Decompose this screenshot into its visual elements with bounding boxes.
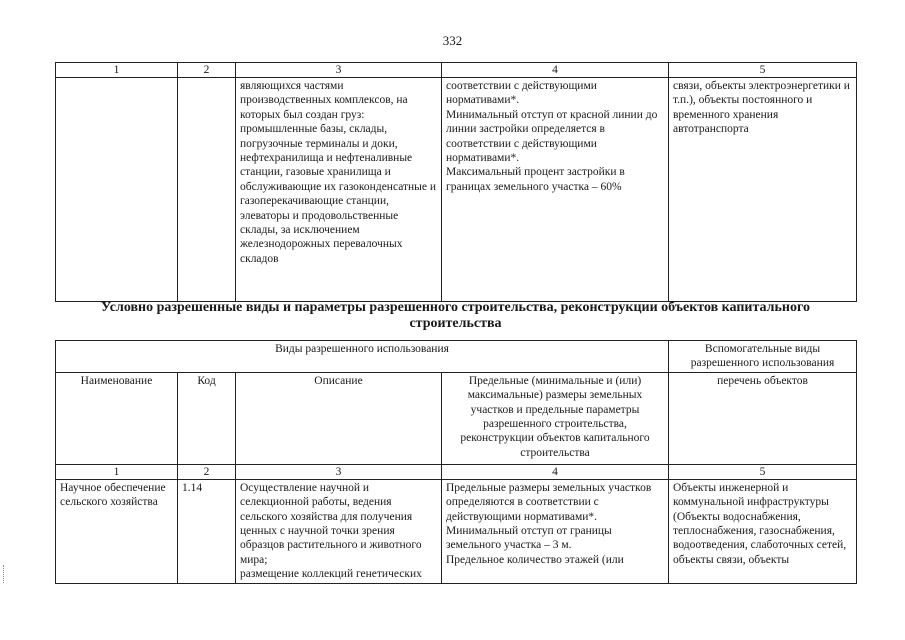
header-columns-row <box>56 372 857 464</box>
cell-code: 1.14 <box>178 479 236 583</box>
page-number: 332 <box>442 33 463 48</box>
header-permitted-uses: Виды разрешенного использования <box>56 341 669 373</box>
column-number: 1 <box>56 63 178 78</box>
header-parameters: Предельные (минимальные и (или) максимальные) размеры земельных участков и предельные параметры разрешенного строительства, реконструкции объектов капитального строительства <box>442 372 669 464</box>
cell-name: Научное обеспечение сельского хозяйства <box>56 479 178 583</box>
cell-code <box>178 78 236 302</box>
header-group-row <box>56 341 857 373</box>
continued-table <box>55 62 857 302</box>
column-number: 5 <box>669 464 857 479</box>
column-number: 4 <box>442 464 669 479</box>
section-title: Условно разрешенные виды и параметры разрешенного строительства, реконструкции объектов капитального строительства <box>101 300 810 331</box>
column-number: 3 <box>236 464 442 479</box>
conditional-uses-table <box>55 340 857 584</box>
column-number: 4 <box>442 63 669 78</box>
header-description: Описание <box>236 372 442 464</box>
header-auxiliary-uses: Вспомогательные виды разрешенного использования <box>669 341 857 373</box>
column-number: 3 <box>236 63 442 78</box>
table-row <box>56 479 857 583</box>
cell-name <box>56 78 178 302</box>
column-number: 2 <box>178 63 236 78</box>
header-name: Наименование <box>56 372 178 464</box>
column-number-row <box>56 464 857 479</box>
cell-description: Осуществление научной и селекционной работы, ведения сельского хозяйства для получения ценных с научной точки зрения образцов растительного и животного мира; размещение коллекций генетических <box>236 479 442 583</box>
column-number: 2 <box>178 464 236 479</box>
header-auxiliary: перечень объектов <box>669 372 857 464</box>
cell-parameters: Предельные размеры земельных участков определяются в соответствии с действующими нормативами*. Минимальный отступ от границы земельного участка – 3 м. Предельное количество этажей (или <box>442 479 669 583</box>
cell-auxiliary: связи, объекты электроэнергетики и т.п.), объекты постоянного и временного хранения автотранспорта <box>669 78 857 302</box>
column-number: 5 <box>669 63 857 78</box>
header-code: Код <box>178 372 236 464</box>
cell-auxiliary: Объекты инженерной и коммунальной инфраструктуры (Объекты водоснабжения, теплоснабжения, газоснабжения, водоотведения, слаботочных сетей, объекты связи, объекты <box>669 479 857 583</box>
column-number-row <box>56 63 857 78</box>
scan-margin-mark <box>3 565 6 583</box>
column-number: 1 <box>56 464 178 479</box>
table-row <box>56 78 857 302</box>
cell-description: являющихся частями производственных комплексов, на которых был создан груз: промышленные базы, склады, погрузочные терминалы и доки, нефтехранилища и нефтеналивные станции, газовые хранилища и обслуживающие их газоконденсатные и газоперекачивающие станции, элеваторы и продовольственные склады, за исключением железнодорожных перевалочных складов <box>236 78 442 302</box>
cell-parameters: соответствии с действующими нормативами*. Минимальный отступ от красной линии до линии застройки определяется в соответствии с действующими нормативами*. Максимальный процент застройки в границах земельного участка – 60% <box>442 78 669 302</box>
